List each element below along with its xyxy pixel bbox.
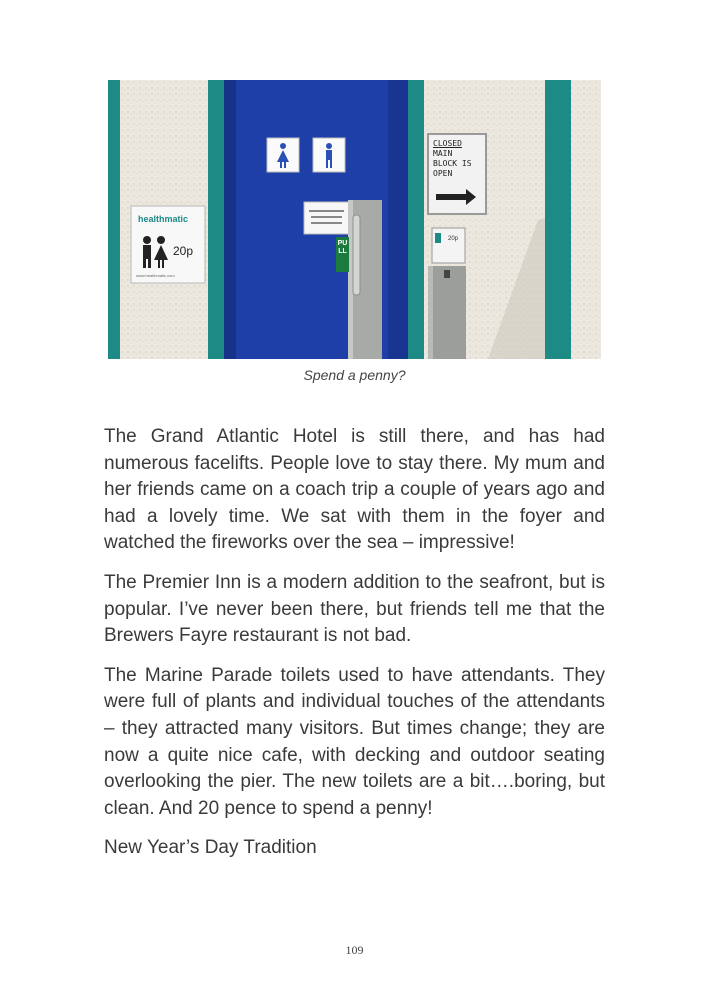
pull-label: PULL [337,240,348,255]
closed-sign-text [433,139,485,179]
photo-toilet-door [108,80,601,359]
paragraph: The Grand Atlantic Hotel is still there, and has had numerous facelifts. People love to stay there. My mum and her friends came on a coach trip a couple of years ago and had a lovely time. We sat with them in the foyer and watched the fireworks over the sea – impressive! [104,426,605,554]
page-number: 109 [345,943,364,957]
section-heading: New Year’s Day Tradition [104,837,317,859]
healthmatic-url: www.healthmatic.com [136,273,175,278]
closed-line: BLOCK IS [433,159,472,168]
closed-line: CLOSED [433,139,462,148]
closed-line: MAIN [433,149,453,158]
paragraph: The Premier Inn is a modern addition to the seafront, but is popular. I’ve never been there, but friends tell me that the Brewers Fayre restaurant is not bad. [104,571,605,647]
closed-line: OPEN [433,169,453,178]
door-frame-left [208,80,224,359]
body-text [104,424,605,875]
healthmatic-price: 20p [173,244,194,258]
coin-box-price: 20p [448,236,459,242]
photo-caption: Spend a penny? [303,367,406,383]
healthmatic-brand: healthmatic [138,214,189,224]
paragraph: The Marine Parade toilets used to have attendants. They were full of plants and individual touches of the attendants – they attracted many visitors. But times change; they are now a quite nice cafe, with decking and outdoor seating overlooking the pier. The new toilets are a bit….boring, but clean. And 20 pence to spend a penny! [104,664,605,819]
door-frame-right [408,80,424,359]
